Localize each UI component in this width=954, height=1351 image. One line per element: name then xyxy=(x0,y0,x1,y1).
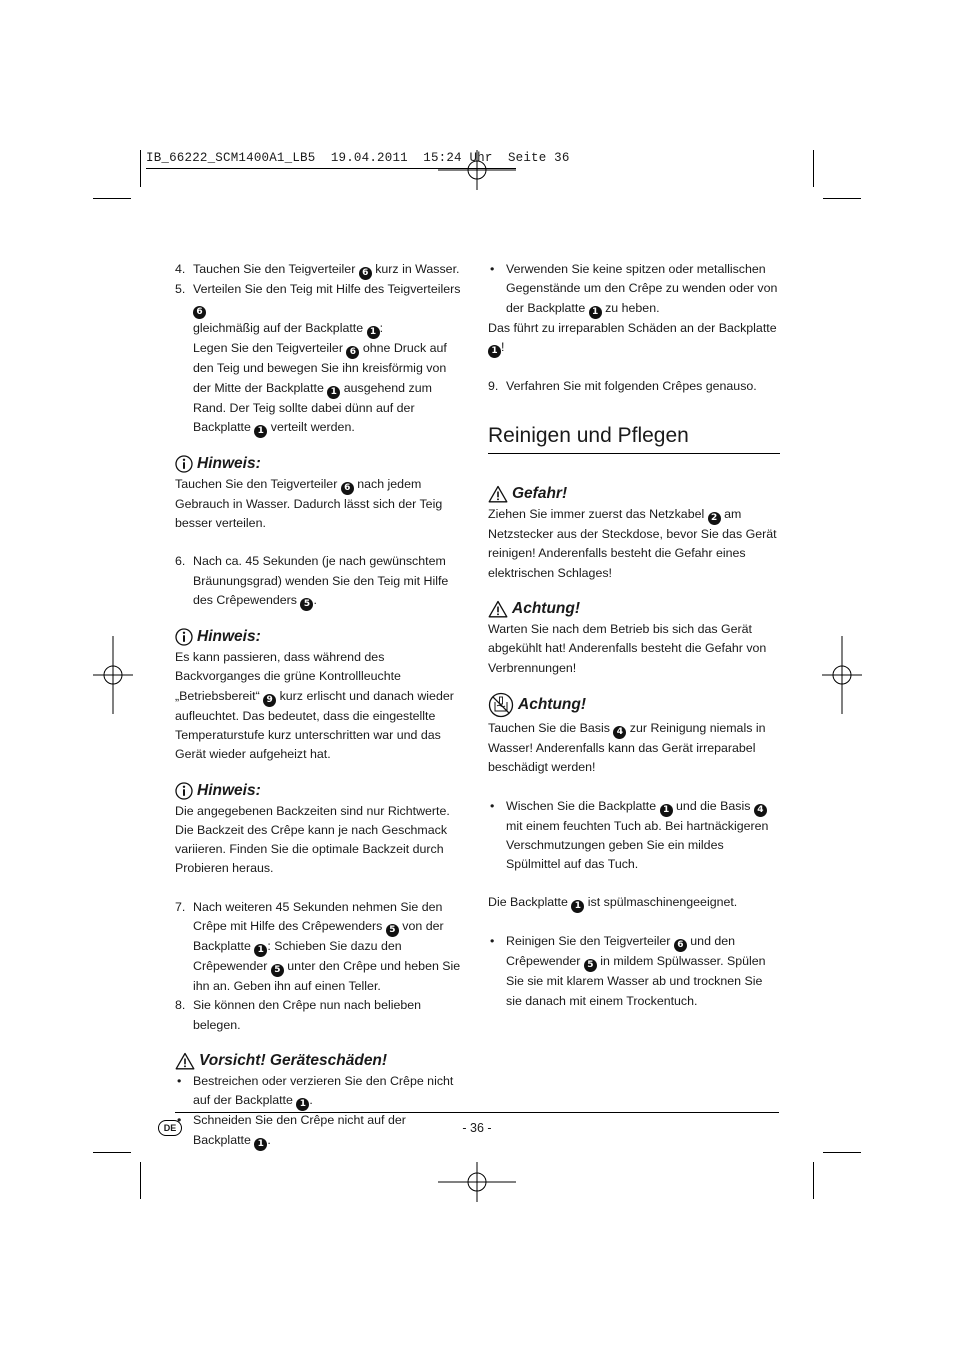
registration-mark-icon xyxy=(438,1162,516,1202)
step-5: 5. Verteilen Sie den Teig mit Hilfe des Teigverteilers 6 gleichmäßig auf der Backplatte 1 : Legen Sie den Teigverteiler 6 ohne Druck auf den Teig und bewegen Sie ihn kreisförmig von der Mitte der Backplatte 1 ausgehend zum Rand. Der Teig sollte dabei dünn auf der Backplatte 1 verteilt werden. xyxy=(175,282,461,436)
crop-mark xyxy=(823,1152,861,1153)
ref-badge: 6 xyxy=(341,482,354,495)
step-6-list xyxy=(175,552,467,611)
ref-badge: 4 xyxy=(613,726,626,739)
info-icon xyxy=(175,455,193,473)
ref-badge: 1 xyxy=(254,1138,267,1151)
no-immersion-icon xyxy=(488,692,514,718)
warning-triangle-icon xyxy=(488,485,508,503)
list-item: • Verwenden Sie keine spitzen oder metallischen Gegenstände um den Crêpe zu wenden oder von der Backplatte 1 zu heben. xyxy=(490,262,778,317)
ref-badge: 2 xyxy=(708,512,721,525)
note-text: Die angegebenen Backzeiten sind nur Richtwerte. Die Backzeit des Crêpe kann je nach Geschmack variieren. Finden Sie die optimale Backzeit durch Probieren heraus. xyxy=(175,803,450,876)
step-8: 8. Sie können den Crêpe nun nach belieben belegen. xyxy=(175,998,422,1032)
ref-badge: 1 xyxy=(589,306,602,319)
ref-badge: 6 xyxy=(674,939,687,952)
step-9: 9. Verfahren Sie mit folgenden Crêpes genauso. xyxy=(488,378,757,393)
warning-triangle-icon xyxy=(488,600,508,618)
attention-text: Warten Sie nach dem Betrieb bis sich das Gerät abgekühlt hat! Anderenfalls besteht die Gefahr von Verbrennungen! xyxy=(488,622,767,675)
dishwasher-text: Die Backplatte 1 ist spülmaschinengeeignet. xyxy=(488,895,738,912)
step-6: 6. Nach ca. 45 Sekunden (je nach gewünschtem Bräunungsgrad) wenden Sie den Teig mit Hilfe des Crêpewenders 5 . xyxy=(175,554,449,610)
left-column xyxy=(175,260,467,1151)
note-text: Tauchen Sie den Teigverteiler 6 nach jedem Gebrauch in Wasser. Dadurch lässt sich der Teig besser verteilen. xyxy=(175,476,443,531)
page-number: - 36 - xyxy=(462,1121,492,1135)
registration-mark-icon xyxy=(93,636,133,714)
note-text: Es kann passieren, dass während des Backvorganges die grüne Kontrollleuchte „Betriebsbereit“ 9 kurz erlischt und danach wieder aufleuchtet. Das bedeutet, dass die eingestellte Temperaturstufe kurz unterschritten war und das Gerät wieder aufgeheizt hat. xyxy=(175,650,454,762)
note-heading: Hinweis: xyxy=(175,781,467,801)
ref-badge: 5 xyxy=(584,959,597,972)
print-slug: IB_66222_SCM1400A1_LB5 19.04.2011 15:24 Uhr Seite 36 xyxy=(146,151,570,165)
danger-heading: Gefahr! xyxy=(488,484,780,504)
ref-badge: 5 xyxy=(386,924,399,937)
bullet-list xyxy=(488,932,780,1011)
ref-badge: 6 xyxy=(346,346,359,359)
step-9-list xyxy=(488,377,780,396)
ref-badge: 1 xyxy=(660,804,673,817)
info-icon xyxy=(175,628,193,646)
crop-mark xyxy=(823,198,861,199)
step-7: 7. Nach weiteren 45 Sekunden nehmen Sie den Crêpe mit Hilfe des Crêpewenders 5 von der Backplatte 1 : Schieben Sie dazu den Crêpewender 5 unter den Crêpe und heben Sie ihn an. Geben ihn auf einen Teller. xyxy=(175,899,461,994)
info-icon xyxy=(175,782,193,800)
bullet-list xyxy=(488,797,780,875)
step-4: 4. Tauchen Sie den Teigverteiler 6 kurz in Wasser. xyxy=(175,262,460,278)
ref-badge: 1 xyxy=(327,386,340,399)
section-title: Reinigen und Pflegen xyxy=(488,423,780,454)
ref-badge: 1 xyxy=(254,944,267,957)
crop-mark xyxy=(813,1162,814,1199)
list-item: • Schneiden Sie den Crêpe nicht auf der Backplatte 1 . xyxy=(177,1113,406,1149)
steps-7-8 xyxy=(175,898,467,1035)
attention-text: Tauchen Sie die Basis 4 zur Reinigung niemals in Wasser! Anderenfalls kann das Gerät irreparabel beschädigt werden! xyxy=(488,720,766,775)
right-column xyxy=(488,260,780,1011)
language-badge: DE xyxy=(158,1120,182,1136)
ref-badge: 5 xyxy=(300,598,313,611)
crop-mark xyxy=(93,1152,131,1153)
steps-4-5 xyxy=(175,260,467,438)
list-item: • Reinigen Sie den Teigverteiler 6 und den Crêpewender 5 in mildem Spülwasser. Spülen Sie sie mit klarem Wasser ab und trocknen Sie sie danach mit einem Trockentuch. xyxy=(490,934,766,1008)
crop-mark xyxy=(140,150,141,187)
attention-heading: Achtung! xyxy=(488,599,780,619)
bullet-list xyxy=(488,260,780,319)
ref-badge: 4 xyxy=(754,804,767,817)
ref-badge: 6 xyxy=(359,267,372,280)
ref-badge: 1 xyxy=(488,345,501,358)
attention-heading: Achtung! xyxy=(488,692,780,718)
ref-badge: 6 xyxy=(193,306,206,319)
crop-mark xyxy=(813,150,814,187)
list-item: • Wischen Sie die Backplatte 1 und die Basis 4 mit einem feuchten Tuch ab. Bei hartnäckigeren Verschmutzungen geben Sie ein mildes Spülmittel auf das Tuch. xyxy=(490,798,769,872)
list-item: • Bestreichen oder verzieren Sie den Crêpe nicht auf der Backplatte 1 . xyxy=(177,1073,454,1110)
footer-rule xyxy=(175,1112,779,1113)
danger-text: Ziehen Sie immer zuerst das Netzkabel 2 am Netzstecker aus der Steckdose, bevor Sie das Gerät reinigen! Anderenfalls besteht die Gefahr eines elektrischen Schlages! xyxy=(488,507,777,580)
ref-badge: 5 xyxy=(271,964,284,977)
damage-text: Das führt zu irreparablen Schäden an der Backplatte 1 ! xyxy=(488,320,777,356)
crop-mark xyxy=(93,198,131,199)
ref-badge: 9 xyxy=(263,694,276,707)
crop-mark xyxy=(140,1162,141,1199)
caution-heading: Vorsicht! Geräteschäden! xyxy=(175,1051,467,1071)
note-heading: Hinweis: xyxy=(175,454,467,474)
ref-badge: 1 xyxy=(571,900,584,913)
registration-mark-icon xyxy=(822,636,862,714)
ref-badge: 1 xyxy=(296,1098,309,1111)
ref-badge: 1 xyxy=(254,425,267,438)
registration-mark-icon xyxy=(438,150,516,190)
note-heading: Hinweis: xyxy=(175,627,467,647)
ref-badge: 1 xyxy=(367,326,380,339)
warning-triangle-icon xyxy=(175,1052,195,1070)
